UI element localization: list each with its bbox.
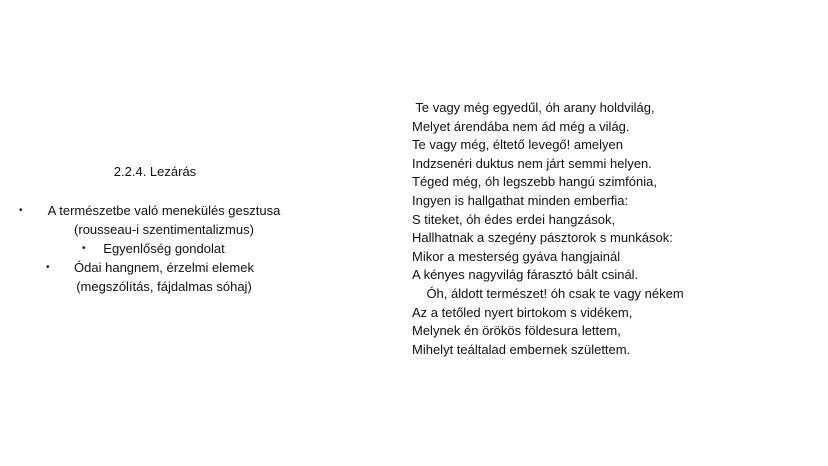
bullet-dot-icon: • bbox=[19, 205, 23, 216]
poem-excerpt bbox=[412, 99, 812, 359]
bullet-text: Ódai hangnem, érzelmi elemek (megszólítás, fájdalmas sóhaj) bbox=[74, 260, 254, 294]
bullet-item bbox=[0, 201, 310, 239]
bullet-list bbox=[0, 201, 310, 296]
bullet-text: Egyenlőség gondolat bbox=[103, 241, 225, 256]
bullet-item bbox=[0, 239, 310, 258]
poem-line: Melyet árendába nem ád még a világ. bbox=[412, 118, 630, 134]
poem-line: Téged még, óh legszebb hangú szimfónia, bbox=[412, 174, 657, 190]
poem-line: Te vagy még egyedűl, óh arany holdvilág, bbox=[412, 100, 655, 115]
poem-line: Óh, áldott természet! óh csak te vagy nékem bbox=[412, 285, 684, 301]
poem-line: S titeket, óh édes erdei hangzások, bbox=[412, 211, 616, 227]
bullet-dot-icon: • bbox=[82, 243, 86, 254]
poem-line: Mihelyt teáltalad embernek születtem. bbox=[412, 341, 631, 357]
poem-line: Indzsenéri duktus nem járt semmi helyen. bbox=[412, 155, 652, 171]
poem-line: Melynek én örökös földesura lettem, bbox=[412, 323, 621, 339]
bullet-dot-icon: • bbox=[46, 262, 50, 273]
poem-line: Az a tetőled nyert birtokom s vidékem, bbox=[412, 304, 633, 320]
section-title: 2.2.4. Lezárás bbox=[113, 164, 197, 179]
poem-line: Hallhatnak a szegény pásztorok s munkások: bbox=[412, 230, 673, 246]
bullet-text: A természetbe való menekülés gesztusa (rousseau-i szentimentalizmus) bbox=[47, 203, 281, 237]
bullet-item bbox=[0, 258, 310, 296]
poem-line: A kényes nagyvilág fárasztó bált csinál. bbox=[412, 267, 639, 283]
poem-line: Ingyen is hallgathat minden emberfia: bbox=[412, 192, 629, 208]
poem-line: Te vagy még, éltető levegő! amelyen bbox=[412, 137, 624, 153]
summary-column bbox=[0, 162, 310, 296]
poem-line: Mikor a mesterség gyáva hangjainál bbox=[412, 248, 621, 264]
